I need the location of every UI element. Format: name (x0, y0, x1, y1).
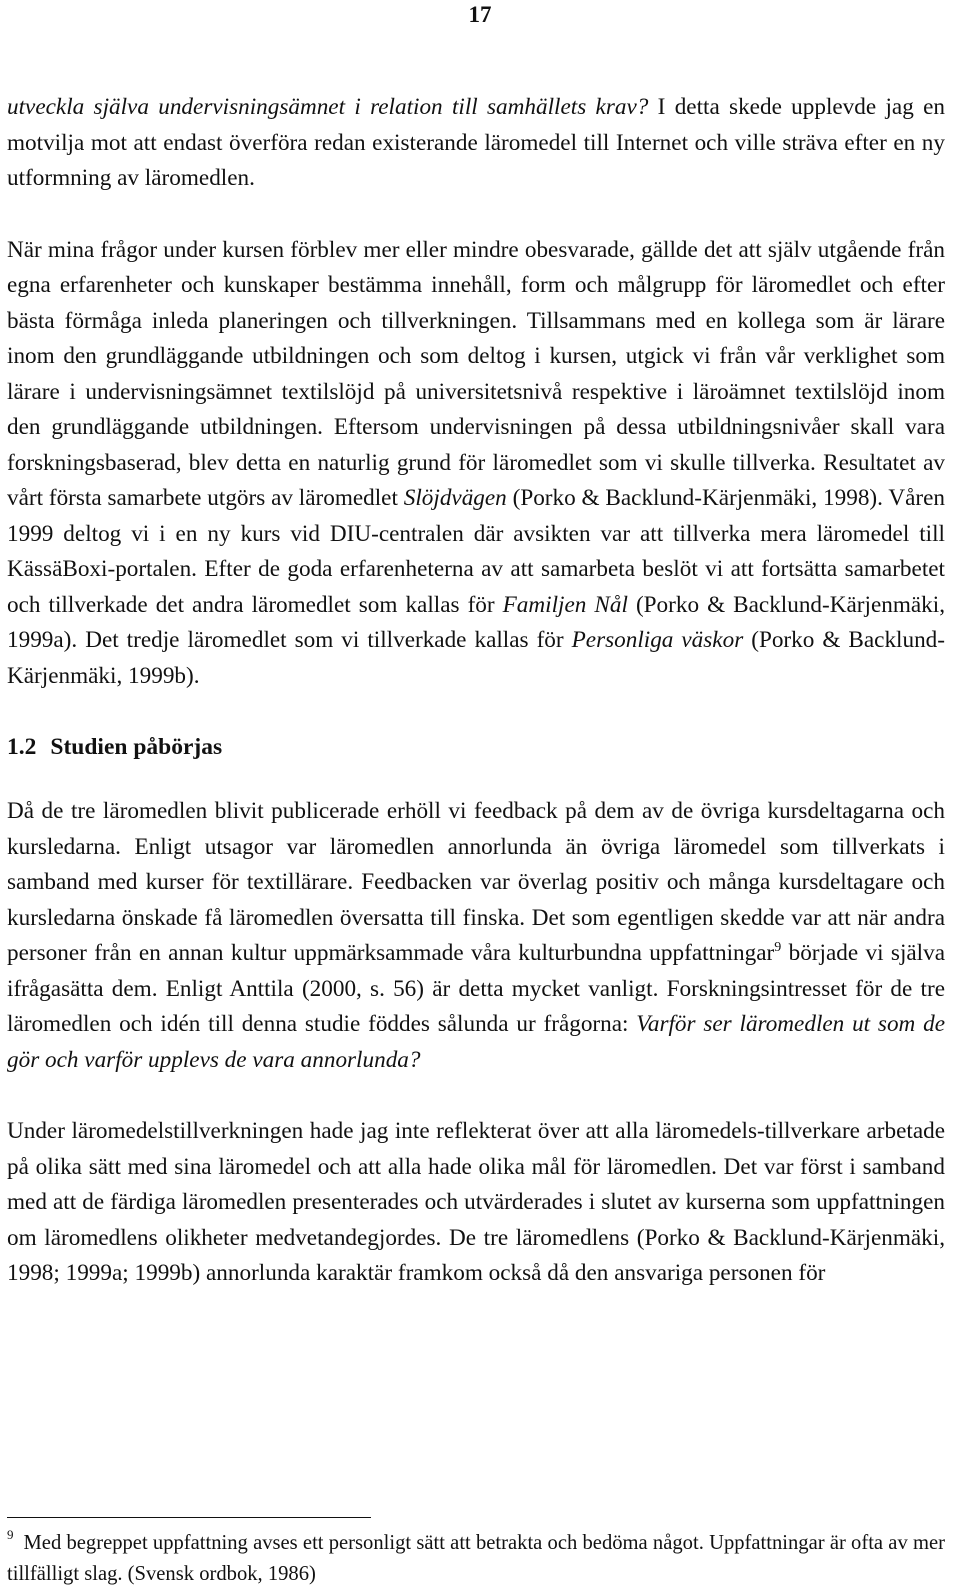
title-personliga-vaskor: Personliga väskor (571, 627, 744, 653)
paragraph-2-part-b: (Porko & Backlund-Kärjenmäki, 1998). Våren 1999 deltog vi i en ny kurs vid DIU-centralen där avsikten var att tillverka mera läromedel till KässäBoxi-portalen. Efter de goda erfarenheterna av att samarbeta beslöt vi att fortsätta samarbetet och tillverkade det andra läromedlet som kallas för (7, 485, 945, 618)
italic-question: utveckla själva undervisningsämnet i relation till samhällets krav? (7, 94, 649, 120)
footnote-divider (7, 1517, 371, 1518)
paragraph-1 (7, 90, 945, 197)
paragraph-3 (7, 794, 945, 1078)
paragraph-3-part-a: Då de tre läromedlen blivit publicerade erhöll vi feedback på dem av de övriga kursdeltagarna och kursledarna. Enligt utsagor var läromedlen annorlunda än övriga läromedel som tillverkats i samband med kurser för textillärare. Feedbacken var överlag positiv och många kursdeltagare och kursledarna önskade få läromedlen översatta till finska. Det som egentligen skedde var att när andra personer från en annan kultur uppmärksammade våra kulturbundna uppfattningar (7, 798, 945, 966)
section-title: Studien påbörjas (50, 734, 223, 760)
section-heading (7, 730, 945, 765)
title-slojdvagen: Slöjdvägen (403, 485, 507, 511)
page-number: 17 (468, 2, 492, 27)
paragraph-2-part-d: (Porko & Backlund-Kärjenmäki, 1999b). (7, 627, 945, 689)
paragraph-2 (7, 233, 945, 695)
footnote-number: 9 (7, 1527, 14, 1542)
paragraph-2-part-c: (Porko & Backlund-Kärjenmäki, 1999a). Det tredje läromedlet som vi tillverkade kallas för (7, 591, 945, 653)
footnote-text: Med begreppet uppfattning avses ett personligt sätt att betrakta och bedöma något. Uppfattningar är ofta av mer tillfälligt slag. (Svensk ordbok, 1986) (7, 1532, 945, 1585)
footnote (7, 1528, 945, 1590)
section-number: 1.2 (7, 734, 37, 760)
paragraph-2-part-a: När mina frågor under kursen förblev mer eller mindre obesvarade, gällde det att själv utgående från egna erfarenheter och kunskaper bestämma innehåll, form och målgrupp för läromedlet och efter bästa förmåga inleda planeringen och tillverkningen. Tillsammans med en kollega som är lärare inom den grundläggande utbildningen och som deltog i kursen, utgick vi från vår verklighet som lärare i undervisningsämnet textilslöjd på universitetsnivå respektive i läroämnet textilslöjd inom den grundläggande utbildningen. Eftersom undervisningen på dessa utbildningsnivåer skall vara forskningsbaserad, blev detta en naturlig grund för läromedlet som vi skulle tillverka. Resultatet av vårt första samarbete utgörs av läromedlet (7, 236, 945, 511)
paragraph-4: Under läromedelstillverkningen hade jag inte reflekterat över att alla läromedels-tillverkare arbetade på olika sätt med sina läromedel och att alla hade olika mål för läromedlen. Det var först i samband med att de färdiga läromedlen presenterades och utvärderades i slutet av kurserna som uppfattningen om läromedlens olikheter medvetandegjordes. De tre läromedlens (Porko & Backlund-Kärjenmäki, 1998; 1999a; 1999b) annorlunda karaktär framkom också då den ansvariga personen för (7, 1118, 945, 1286)
research-question: Varför ser läromedlen ut som de gör och varför upplevs de vara annorlunda? (7, 1011, 945, 1073)
title-familjen-nal: Familjen Nål (502, 591, 628, 618)
paragraph-1-text: I detta skede upplevde jag en motvilja mot att endast överföra redan existerande läromedel till Internet och ville sträva efter en ny utformning av läromedlen. (7, 94, 945, 191)
page-body (7, 90, 945, 1292)
footnote-reference[interactable]: 9 (774, 940, 782, 955)
paragraph-3-part-b: började vi själva ifrågasätta dem. Enligt Anttila (2000, s. 56) är detta mycket vanligt. Forskningsintresset för de tre läromedlen och idén till denna studie föddes sålunda ur frågorna: (7, 940, 946, 1037)
